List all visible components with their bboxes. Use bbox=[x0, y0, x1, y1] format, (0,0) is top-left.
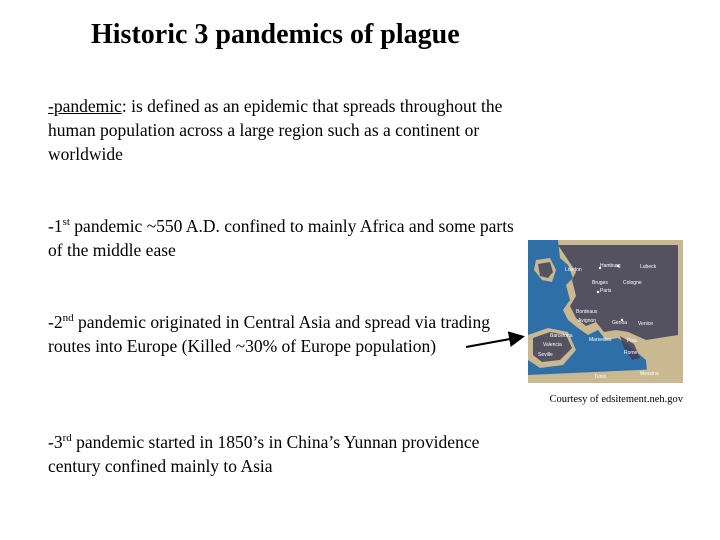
first-pandemic-prefix: -1 bbox=[48, 216, 63, 236]
second-pandemic-ordinal: nd bbox=[62, 312, 74, 324]
definition-text: : is defined as an epidemic that spreads throughout the human population across a large region such as a continent or worldwide bbox=[48, 96, 503, 164]
map-label-venice: Venice bbox=[638, 321, 654, 327]
map-label-rome: Rome bbox=[624, 350, 638, 356]
europe-map-image bbox=[528, 240, 683, 383]
map-label-genoa: Genoa bbox=[612, 320, 628, 326]
definition-term: -pandemic bbox=[48, 96, 122, 116]
image-credit: Courtesy of edsitement.neh.gov bbox=[549, 394, 683, 405]
second-pandemic-body: pandemic originated in Central Asia and spread via trading routes into Europe (Killed ~30% of Europe population) bbox=[48, 312, 491, 356]
map-label-barcelona: Barcelona bbox=[550, 333, 573, 339]
map-label-paris: Paris bbox=[600, 288, 612, 294]
slide-title: Historic 3 pandemics of plague bbox=[91, 19, 460, 50]
map-label-hamburg: Hamburg bbox=[600, 263, 621, 269]
map-label-lubeck: Lubeck bbox=[640, 264, 657, 270]
first-pandemic-body: pandemic ~550 A.D. confined to mainly Africa and some parts of the middle ease bbox=[48, 216, 514, 260]
map-label-cologne: Cologne bbox=[623, 280, 642, 286]
map-label-valencia: Valencia bbox=[543, 342, 562, 348]
first-pandemic-ordinal: st bbox=[62, 216, 70, 228]
third-pandemic-body: pandemic started in 1850’s in China’s Yunnan providence century confined mainly to Asia bbox=[48, 432, 480, 476]
map-label-bruges: Bruges bbox=[592, 280, 608, 286]
black-death-spread-map bbox=[528, 240, 683, 383]
map-label-pisa: Pisa bbox=[627, 338, 637, 344]
third-pandemic-ordinal: rd bbox=[62, 432, 72, 444]
map-label-london: London bbox=[565, 267, 582, 273]
map-label-seville: Seville bbox=[538, 352, 553, 358]
map-label-avignon: Avignon bbox=[578, 318, 596, 324]
map-label-tunis: Tunis bbox=[594, 374, 607, 380]
map-label-marseilles: Marseilles bbox=[589, 337, 612, 343]
third-pandemic-prefix: -3 bbox=[48, 432, 63, 452]
map-label-bordeaux: Bordeaux bbox=[576, 309, 598, 315]
map-label-messina: Messina bbox=[640, 371, 659, 377]
second-pandemic-prefix: -2 bbox=[48, 312, 63, 332]
